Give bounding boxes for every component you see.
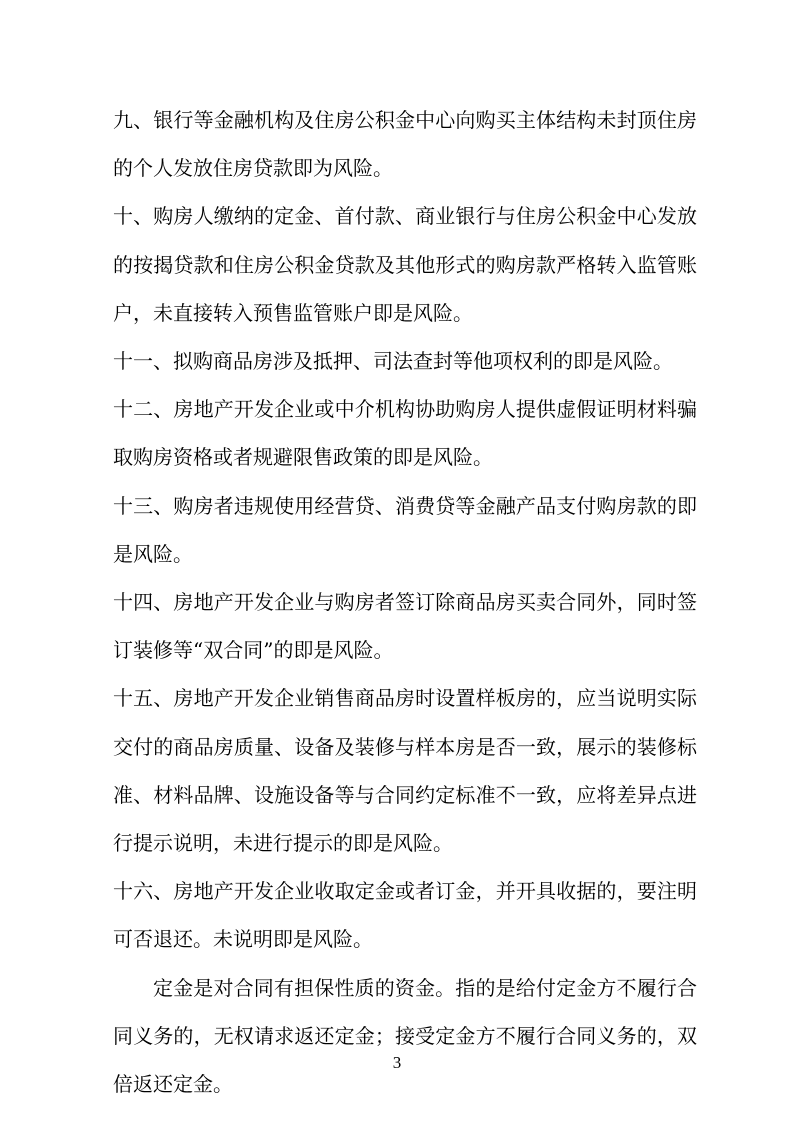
page-number: 3 bbox=[392, 1053, 402, 1072]
paragraph-item-14: 十四、房地产开发企业与购房者签订除商品房买卖合同外，同时签订装修等“双合同”的即是风险。 bbox=[113, 590, 697, 663]
paragraph-item-16: 十六、房地产开发企业收取定金或者订金，并开具收据的，要注明可否退还。未说明即是风险。 bbox=[113, 879, 697, 952]
document-body bbox=[113, 96, 697, 1108]
paragraph-item-10: 十、购房人缴纳的定金、首付款、商业银行与住房公积金中心发放的按揭贷款和住房公积金贷款及其他形式的购房款严格转入监管账户，未直接转入预售监管账户即是风险。 bbox=[113, 204, 697, 325]
paragraph-item-11: 十一、拟购商品房涉及抵押、司法查封等他项权利的即是风险。 bbox=[113, 349, 673, 374]
paragraph-item-12: 十二、房地产开发企业或中介机构协助购房人提供虚假证明材料骗取购房资格或者规避限售政策的即是风险。 bbox=[113, 397, 697, 470]
paragraph-item-15: 十五、房地产开发企业销售商品房时设置样板房的，应当说明实际交付的商品房质量、设备及装修与样本房是否一致，展示的装修标准、材料品牌、设施设备等与合同约定标准不一致，应将差异点进行提示说明，未进行提示的即是风险。 bbox=[113, 686, 697, 856]
paragraph-item-9: 九、银行等金融机构及住房公积金中心向购买主体结构未封顶住房的个人发放住房贷款即为风险。 bbox=[113, 108, 697, 181]
paragraph-item-13: 十三、购房者违规使用经营贷、消费贷等金融产品支付购房款的即是风险。 bbox=[113, 493, 697, 566]
paragraph-deposit-definition: 定金是对合同有担保性质的资金。指的是给付定金方不履行合同义务的，无权请求返还定金；接受定金方不履行合同义务的，双倍返还定金。 bbox=[113, 975, 697, 1097]
